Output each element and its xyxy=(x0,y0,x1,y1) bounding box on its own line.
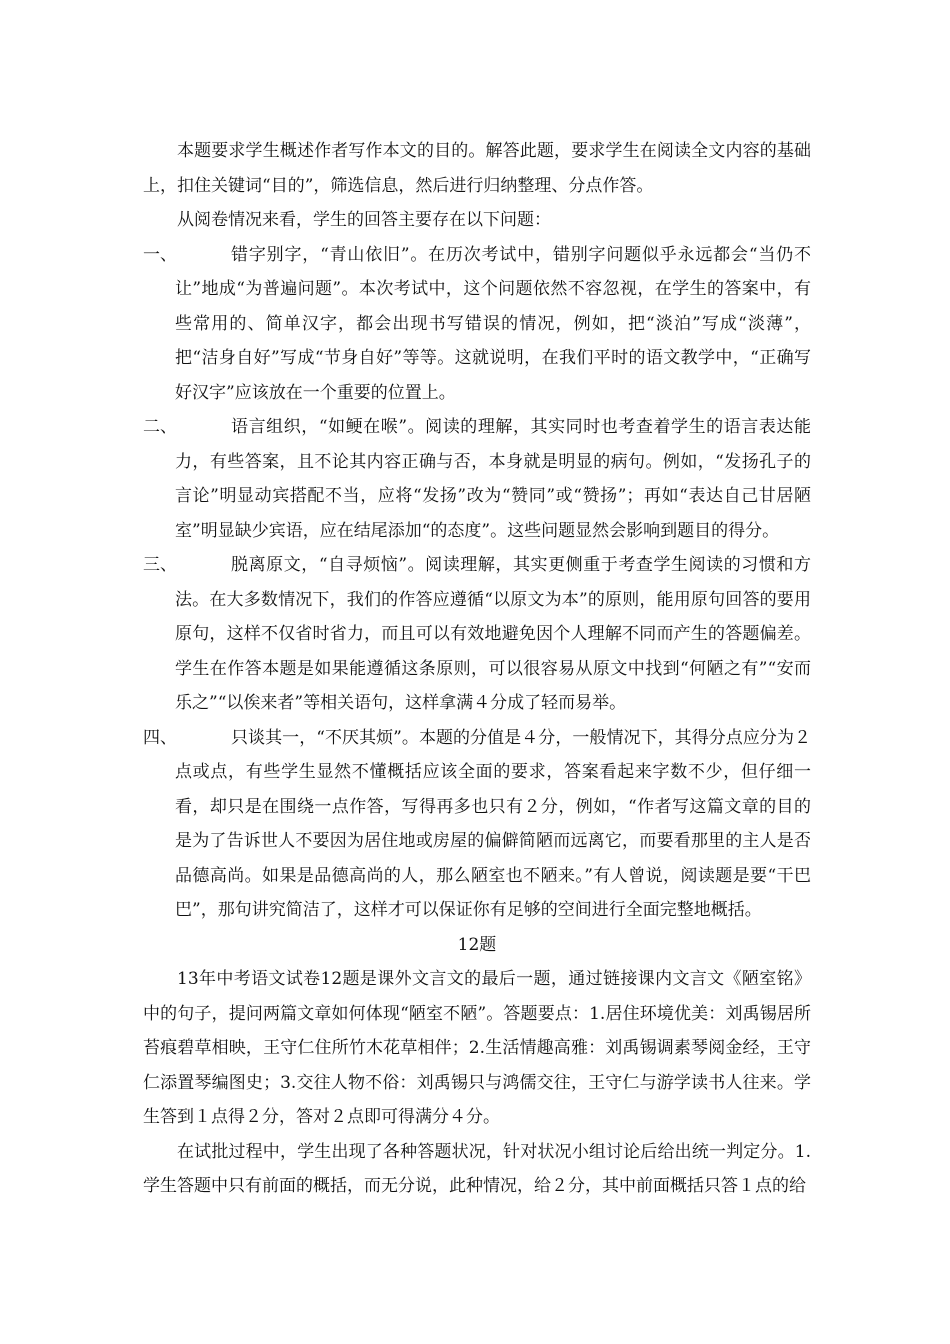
list-item-text: 脱离原文，“自寻烦恼”。阅读理解，其实更侧重于考查学生阅读的习惯和方法。在大多数情况下，我们的作答应遵循“以原文为本”的原则，能用原句回答的要用原句，这样不仅省时省力，而且可以有效地避免因个人理解不同而产生的答题偏差。学生在作答本题是如果能遵循这条原则，可以很容易从原文中找到“何陋之有”“安而乐之”“以俟来者”等相关语句，这样拿满４分成了轻而易举。 xyxy=(175,555,811,713)
list-item-number: 一、 xyxy=(143,244,177,265)
list-item-number: 三、 xyxy=(143,555,177,575)
list-item-text: 错字别字，“青山依旧”。在历次考试中，错别字问题似乎永远都会“当仍不让”地成“为普遍问题”。本次考试中，这个问题依然不容忽视，在学生的答案中，有些常用的、简单汉字，都会出现书写错误的情况，例如，把“淡泊”写成“淡薄”，把“洁身自好”写成“节身自好”等等。这就说明，在我们平时的语文教学中，“正确写好汉字”应该放在一个重要的位置上。 xyxy=(175,244,811,403)
list-item-number: 二、 xyxy=(143,417,177,437)
list-item xyxy=(143,238,811,411)
list-item-text: 语言组织，“如鲠在喉”。阅读的理解，其实同时也考查着学生的语言表达能力，有些答案，且不论其内容正确与否，本身就是明显的病句。例如，“发扬孔子的言论”明显动宾搭配不当，应将“发扬”改为“赞同”或“赞扬”；再如“表达自己甘居陋室”明显缺少宾语，应在结尾添加“的态度”。这些问题显然会影响到题目的得分。 xyxy=(175,417,811,541)
document-page xyxy=(143,134,811,1204)
section-heading: 12题 xyxy=(457,934,497,955)
list-item-number: 四、 xyxy=(143,727,177,748)
intro-paragraph: 本题要求学生概述作者写作本文的目的。解答此题，要求学生在阅读全文内容的基础上，扣住关键词“目的”，筛选信息，然后进行归纳整理、分点作答。 xyxy=(143,141,811,196)
list-item xyxy=(143,410,811,548)
problems-intro-paragraph: 从阅卷情况来看，学生的回答主要存在以下问题： xyxy=(177,210,551,230)
question-12-paragraph: 13年中考语文试卷12题是课外文言文的最后一题，通过链接课内文言文《陋室铭》中的句子，提问两篇文章如何体现“陋室不陋”。答题要点：1.居住环境优美：刘禹锡居所苔痕碧草相映，王守仁住所竹木花草相伴；2.生活情趣高雅：刘禹锡调素琴阅金经，王守仁添置琴编图史；3.交往人物不俗：刘禹锡只与鸿儒交往，王守仁与游学读书人往来。学生答到１点得２分，答对２点即可得满分４分。 xyxy=(143,969,811,1127)
list-item-text: 只谈其一，“不厌其烦”。本题的分值是４分，一般情况下，其得分点应分为２点或点，有些学生显然不懂概括应该全面的要求，答案看起来字数不少，但仔细一看，却只是在围绕一点作答，写得再多也只有２分，例如，“作者写这篇文章的目的是为了告诉世人不要因为居住地或房屋的偏僻简陋而远离它，而要看那里的主人是否品德高尚。如果是品德高尚的人，那么陋室也不陋来。”有人曾说，阅读题是要“干巴巴”，那句讲究简洁了，这样才可以保证你有足够的空间进行全面完整地概括。 xyxy=(175,727,811,920)
list-item xyxy=(143,548,811,721)
grading-paragraph: 在试批过程中，学生出现了各种答题状况，针对状况小组讨论后给出统一判定分。1.学生答题中只有前面的概括，而无分说，此种情况，给２分，其中前面概括只答１点的给 xyxy=(143,1141,811,1196)
list-item xyxy=(143,721,811,928)
